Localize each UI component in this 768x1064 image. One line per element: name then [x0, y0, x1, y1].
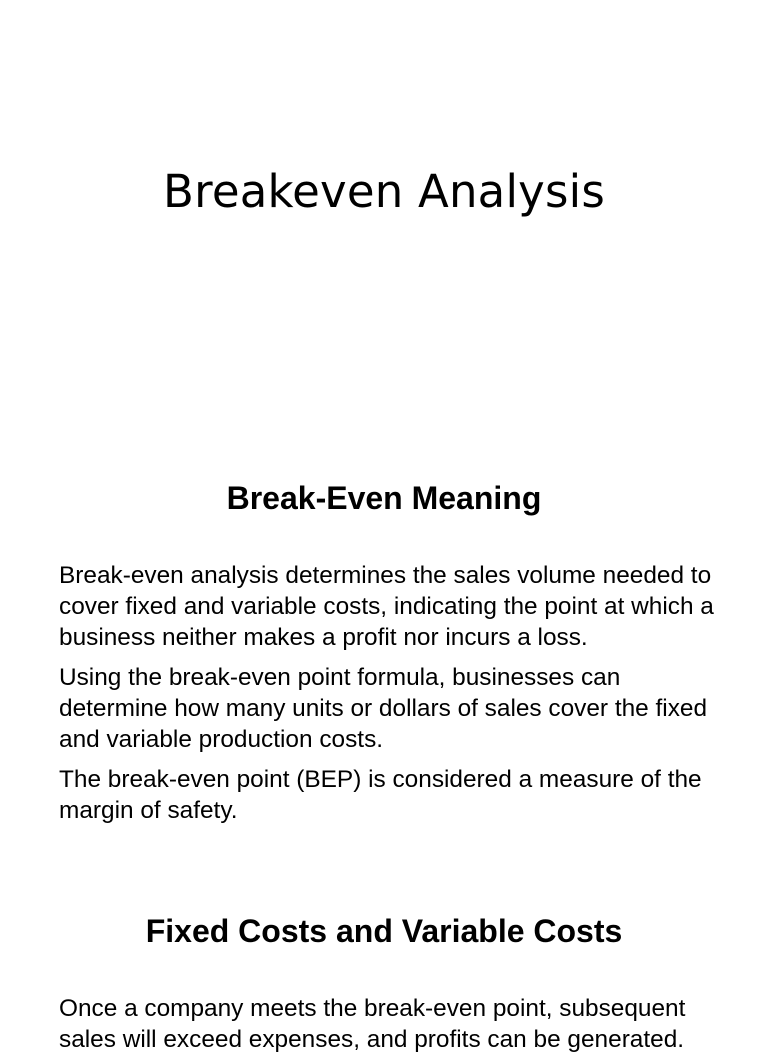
section-body: [59, 560, 719, 826]
document-title: Breakeven Analysis: [163, 165, 605, 218]
paragraph: Using the break-even point formula, businesses can determine how many units or dollars of sales cover the fixed and variable production costs.: [59, 664, 708, 753]
section-heading: Break-Even Meaning: [226, 480, 542, 516]
section-heading: Fixed Costs and Variable Costs: [145, 913, 623, 949]
section-fixed-variable-costs: [0, 913, 768, 1064]
paragraph: Break-even analysis determines the sales volume needed to cover fixed and variable costs, indicating the point at which a business neither makes a profit nor incurs a loss.: [59, 562, 714, 651]
section-break-even-meaning: [0, 480, 768, 835]
section-body: [59, 993, 719, 1055]
paragraph: The break-even point (BEP) is considered a measure of the margin of safety.: [59, 766, 702, 824]
paragraph: Once a company meets the break-even point, subsequent sales will exceed expenses, and profits can be generated.: [59, 995, 686, 1053]
